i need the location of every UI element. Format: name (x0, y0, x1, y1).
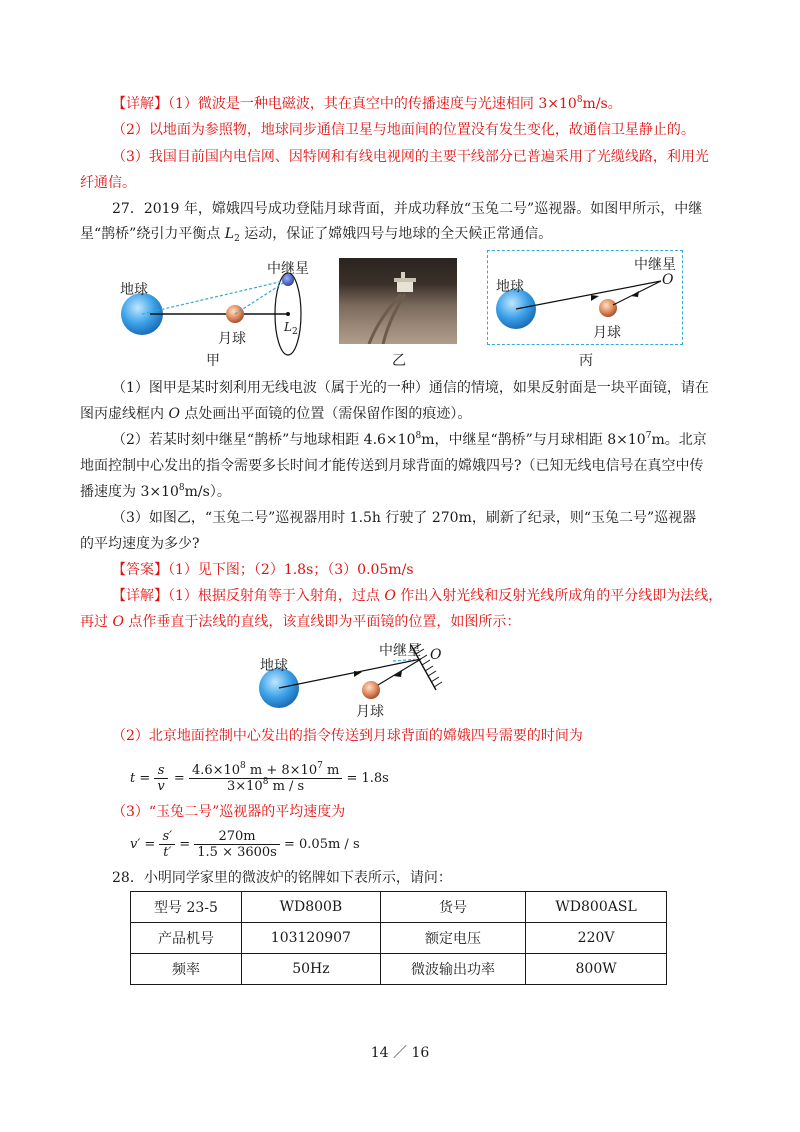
table-cell: 220V (526, 923, 667, 954)
answer-line: 【答案】（1）见下图；（2）1.8s；（3）0.05m/s (112, 562, 414, 578)
moon-icon (599, 299, 617, 317)
q27-s3-line-2: 的平均速度为多少? (80, 536, 200, 552)
detail2-tag: 【详解】 (112, 588, 168, 604)
detail2-line-1: 【详解】（1）根据反射角等于入射角，过点 O 作出入射光线和反射光线所成角的平分线即为法线， (112, 588, 723, 604)
table-cell: 产品机号 (131, 923, 242, 954)
table-cell: 103120907 (241, 923, 380, 954)
table-cell: 800W (526, 954, 667, 985)
q27-s1-line-1: （1）图甲是某时刻利用无线电波（属于光的一种）通信的情境，如果反射面是一块平面镜，请在 (112, 380, 709, 396)
fig-a-caption: 甲 (206, 353, 220, 369)
table-row (131, 923, 667, 954)
fig-a-relay-label: 中继星 (267, 261, 309, 277)
fig-d-moon-label: 月球 (356, 704, 384, 720)
fig-c-moon-label: 月球 (593, 325, 621, 341)
q27-s2-line-3: 播速度为 $3\times 10^8m/s$）。 (80, 483, 231, 500)
detail-line-3: （3）我国目前国内电信网、因特网和有线电视网的主要干线部分已普遍采用了光缆线路，利用光 (112, 149, 709, 165)
detail2-p2-title: （2）北京地面控制中心发出的指令传送到月球背面的嫦娥四号需要的时间为 (112, 728, 583, 744)
q28-line: 28．小明同学家里的微波炉的铭牌如下表所示，请问： (112, 870, 452, 886)
detail-tag: 【详解】 (112, 96, 168, 112)
detail2-p3-title: （3）“玉兔二号”巡视器的平均速度为 (112, 804, 346, 820)
fig-c-earth-label: 地球 (496, 279, 524, 295)
q27-s2-line-1: （2）若某时刻中继星“鹊桥”与地球相距 $4.6\times 10^8m$，中继星“鹊桥”与月球相距 $8\times 10^7m$。北京 (112, 431, 707, 448)
fig-d-earth-label: 地球 (260, 658, 288, 674)
table-cell: 微波输出功率 (380, 954, 525, 985)
detail-line-1: 【详解】（1）微波是一种电磁波，其在真空中的传播速度与光速相同 $3\times 10^8m/s$。 (112, 95, 622, 112)
detail2-line-2: 再过 O 点作垂直于法线的直线，该直线即为平面镜的位置，如图所示： (80, 614, 521, 630)
table-cell: WD800ASL (526, 892, 667, 923)
fig-d-relay-label: 中继星 (379, 643, 421, 659)
table-row (131, 892, 667, 923)
table-row (131, 954, 667, 985)
table-cell: WD800B (241, 892, 380, 923)
fig-c-caption: 丙 (579, 353, 593, 369)
fig-c-O-label: O (662, 272, 674, 288)
fig-a-L2-label: $L_2$ (284, 320, 298, 337)
moon-icon (362, 681, 380, 699)
page-number: 14 ／ 16 (370, 1045, 430, 1061)
detail-line-3b: 纤通信。 (80, 175, 136, 191)
table-cell: 额定电压 (380, 923, 525, 954)
q27-line-1: 27．2019 年，嫦娥四号成功登陆月球背面，并成功释放“玉兔二号”巡视器。如图甲所示，中继 (112, 201, 703, 217)
fig-a-earth-label: 地球 (120, 282, 148, 298)
fig-d-O-label: O (430, 647, 442, 663)
equation-speed: v′ = $\frac{s'}{t'}$ = $\frac{270m}{1.5 \times 3600s}$ = 0.05m / s (130, 828, 360, 860)
table-cell: 频率 (131, 954, 242, 985)
table-cell: 货号 (380, 892, 525, 923)
spec-table (130, 891, 667, 985)
q27-s3-line-1: （3）如图乙，“玉兔二号”巡视器用时 1.5h 行驶了 270m，刷新了纪录，则“玉兔二号”巡视器 (112, 510, 697, 526)
lunar-rover-photo (339, 258, 457, 344)
q27-s2-line-2: 地面控制中心发出的指令需要多长时间才能传送到月球背面的嫦娥四号?（已知无线电信号在真空中传 (80, 458, 704, 474)
equation-time: t = $\frac{s}{v}$ = $\frac{4.6\times 10^8 m + 8\times 10^7 m}{3\times 10^8 m / s}$ = 1.8s (130, 760, 389, 794)
table-cell: 型号 23-5 (131, 892, 242, 923)
table-cell: 50Hz (241, 954, 380, 985)
detail-line-2: （2）以地面为参照物，地球同步通信卫星与地面间的位置没有发生变化，故通信卫星静止的。 (112, 122, 695, 138)
rover-image (339, 258, 457, 344)
fig-a-moon-label: 月球 (218, 331, 246, 347)
fig-c-relay-label: 中继星 (634, 257, 676, 273)
q27-s1-line-2: 图丙虚线框内 O 点处画出平面镜的位置（需保留作图的痕迹）。 (80, 406, 472, 422)
answer-tag: 【答案】 (112, 562, 168, 578)
q27-line-2: 星“鹊桥”绕引力平衡点 $L_2$ 运动，保证了嫦娥四号与地球的全天候正常通信。 (80, 226, 553, 244)
fig-b-caption: 乙 (392, 353, 406, 369)
